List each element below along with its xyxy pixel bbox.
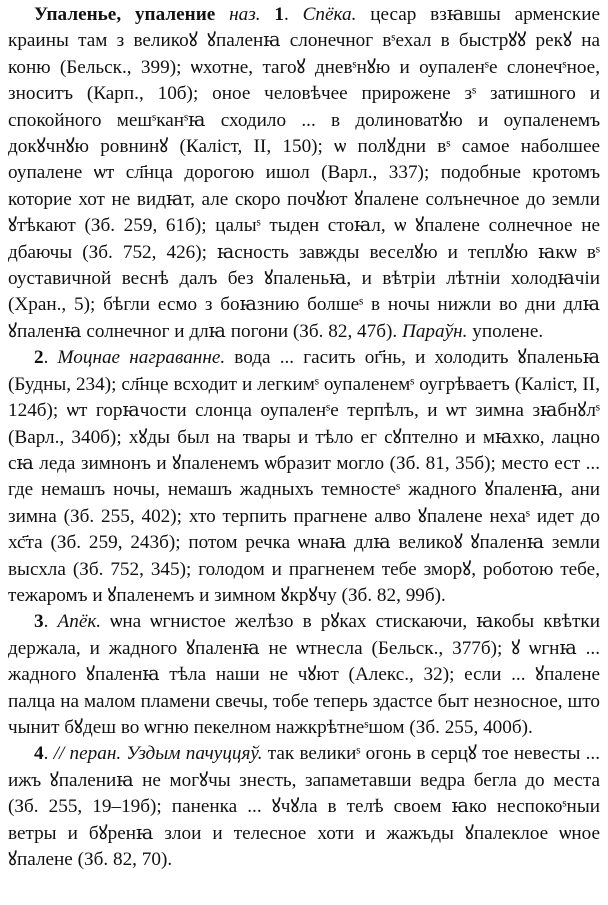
grammar-label: наз.	[215, 4, 261, 25]
entry-paragraph-2: 2. Моцнае награванне. вода ... гасить ог҃нь, и холодить ꙋпаленьꙗ (Будны, 234); сл҃нце всходит и легкимˢ оупаленемˢ оугрѣваетъ (Каліст, II, 124б); ѡт горꙗчости слонца оупаленˢе терпѣлъ, и ѡт зимна зꙗбнꙋлˢ (Варл., 340б); хꙋды был на твары и тѣло ег сꙋптелно и мꙗхко, лацно сꙗ леда зимнонъ и ꙋпаленемъ ѡбразит могло (Зб. 81, 35б); место ест ... где немашъ ночы, немашъ жадныхъ темностеˢ жадного ꙋпаленꙗ, ани зимна (Зб. 255, 402); хто терпить прагнене алво ꙋпалене нехаˢ идет до хс҃та (Зб. 259, 243б); потом речка ѡнаꙗ длꙗ великоꙋ ꙋпаленꙗ земли высхла (Зб. 752, 345); голодом и прагненем тебе зморꙋ, роботою тебе, тежаромъ и ꙋпаленемъ и зимном ꙋкрꙋчу (Зб. 82, 99б).	[8, 347, 605, 606]
sense-number: 3	[34, 611, 44, 633]
sense-citations: цесар взꙗвшы арменские краины там з великоꙋ ꙋпаленꙗ слонечног вˢехал в быстрꙋꙋ рекꙋ на коню (Бельск., 399); ѡхотне, тагоꙋ дневˢнꙋю и оупаленˢе слонечˢное, зноситъ (Карп., 10б); оное человѣчее прирожене зˢ затишного и спокойного мешˢканˢꙗ сходило ... в долиноватꙋю и оупаленемъ докꙋчнꙋю ровнинꙋ (Каліст, II, 150); ѡ полꙋдни вˢ самое наболшее оупалене ѡт сл҃нца дорогою ишол (Варл., 337); подобные кротомъ которие хот не видꙗт, але скоро почꙋют ꙋпалене солънечное до земли ꙋтѣкают (Зб. 259, 61б); цалыˢ тыден стоꙗл, ѡ ꙋпалене солнечное не дбаючы (Зб. 752, 426); ꙗсность завжды веселꙋю и теплꙋю ꙗкѡ вˢ оуставичной веснѣ далъ без ꙋпаленьꙗ, и вѣтріи лѣтніи холодꙗчіи (Хран., 5); бѣгли есмо з боꙗзнию болшеˢ в ночы нижли во дни длꙗ ꙋпаленꙗ солнечног и длꙗ погони (Зб. 82, 47б).	[8, 4, 605, 342]
sense-citations: ѡна ѡгнистое желѣзо в рꙋках стискаючи, ꙗкобы квѣтки держала, и жадного ꙋпаленꙗ не ѡтнесла (Бельск., 377б); ꙋ ѡгнꙗ ... жадного ꙋпаленꙗ тѣла наши не чꙋют (Алекс., 32); если ... ꙋпалене палца на малом пламени свечы, тобе теперь здастсе быт незносное, што чынит бꙋдеш во ѡгню пекелном нажкрѣтнеˢшом (Зб. 255, 400б).	[8, 611, 605, 738]
entry-paragraph-4: 4. // перан. Уздым пачуццяў. так великиˢ огонь в серцꙋ тое невесты ... ижъ ꙋпалениꙗ не могꙋчы знесть, запаметавши ведра бегла до места (Зб. 255, 19–19б); паненка ... ꙋчꙋла в телѣ своем ꙗко неспокоˢныи ветры и бꙋренꙗ злои и телесное хоти и жажъды ꙋпалеклое ѡное ꙋпалене (Зб. 82, 70).	[8, 743, 605, 870]
cross-reference-text: уполене.	[467, 320, 544, 342]
sense-number: 2	[34, 347, 44, 369]
sense-gloss: // перан. Уздым пачуццяў.	[53, 743, 263, 765]
sense-gloss: Моцнае награванне.	[57, 347, 226, 369]
sense-citations: вода ... гасить ог҃нь, и холодить ꙋпаленьꙗ (Будны, 234); сл҃нце всходит и легкимˢ оупаленемˢ оугрѣваетъ (Каліст, II, 124б); ѡт горꙗчости слонца оупаленˢе терпѣлъ, и ѡт зимна зꙗбнꙋлˢ (Варл., 340б); хꙋды был на твары и тѣло ег сꙋптелно и мꙗхко, лацно сꙗ леда зимнонъ и ꙋпаленемъ ѡбразит могло (Зб. 81, 35б); место ест ... где немашъ ночы, немашъ жадныхъ темностеˢ жадного ꙋпаленꙗ, ани зимна (Зб. 255, 402); хто терпить прагнене алво ꙋпалене нехаˢ идет до хс҃та (Зб. 259, 243б); потом речка ѡнаꙗ длꙗ великоꙋ ꙋпаленꙗ земли высхла (Зб. 752, 345); голодом и прагненем тебе зморꙋ, роботою тебе, тежаромъ и ꙋпаленемъ и зимном ꙋкрꙋчу (Зб. 82, 99б).	[8, 347, 605, 606]
sense-number: 4	[34, 743, 44, 765]
sense-gloss: Апёк.	[57, 611, 102, 633]
entry-paragraph-1: Упаленье, упаление наз. 1. Спëка. цесар взꙗвшы арменские краины там з великоꙋ ꙋпаленꙗ слонечног вˢехал в быстрꙋꙋ рекꙋ на коню (Бельск., 399); ѡхотне, тагоꙋ дневˢнꙋю и оупаленˢе слонечˢное, зноситъ (Карп., 10б); оное человѣчее прирожене зˢ затишного и спокойного мешˢканˢꙗ сходило ... в долиноватꙋю и оупаленемъ докꙋчнꙋю ровнинꙋ (Каліст, II, 150); ѡ полꙋдни вˢ самое наболшее оупалене ѡт сл҃нца дорогою ишол (Варл., 337); подобные кротомъ которие хот не видꙗт, але скоро почꙋют ꙋпалене солънечное до земли ꙋтѣкают (Зб. 259, 61б); цалыˢ тыден стоꙗл, ѡ ꙋпалене солнечное не дбаючы (Зб. 752, 426); ꙗсность завжды веселꙋю и теплꙋю ꙗкѡ вˢ оуставичной веснѣ далъ без ꙋпаленьꙗ, и вѣтріи лѣтніи холодꙗчіи (Хран., 5); бѣгли есмо з боꙗзнию болшеˢ в ночы нижли во дни длꙗ ꙋпаленꙗ солнечног и длꙗ погони (Зб. 82, 47б). Параўн. уполене.	[8, 4, 605, 342]
sense-gloss: Спëка.	[302, 4, 357, 25]
entry-paragraph-3: 3. Апёк. ѡна ѡгнистое желѣзо в рꙋках стискаючи, ꙗкобы квѣтки держала, и жадного ꙋпаленꙗ не ѡтнесла (Бельск., 377б); ꙋ ѡгнꙗ ... жадного ꙋпаленꙗ тѣла наши не чꙋют (Алекс., 32); если ... ꙋпалене палца на малом пламени свечы, тобе теперь здастсе быт незносное, што чынит бꙋдеш во ѡгню пекелном нажкрѣтнеˢшом (Зб. 255, 400б).	[8, 611, 605, 738]
sense-citations: так великиˢ огонь в серцꙋ тое невесты ... ижъ ꙋпалениꙗ не могꙋчы знесть, запаметавши ведра бегла до места (Зб. 255, 19–19б); паненка ... ꙋчꙋла в телѣ своем ꙗко неспокоˢныи ветры и бꙋренꙗ злои и телесное хоти и жажъды ꙋпалеклое ѡное ꙋпалене (Зб. 82, 70).	[8, 743, 605, 870]
headword: Упаленье, упаление	[34, 4, 216, 25]
sense-number: 1	[274, 4, 284, 25]
cross-reference-label: Параўн.	[397, 320, 468, 342]
